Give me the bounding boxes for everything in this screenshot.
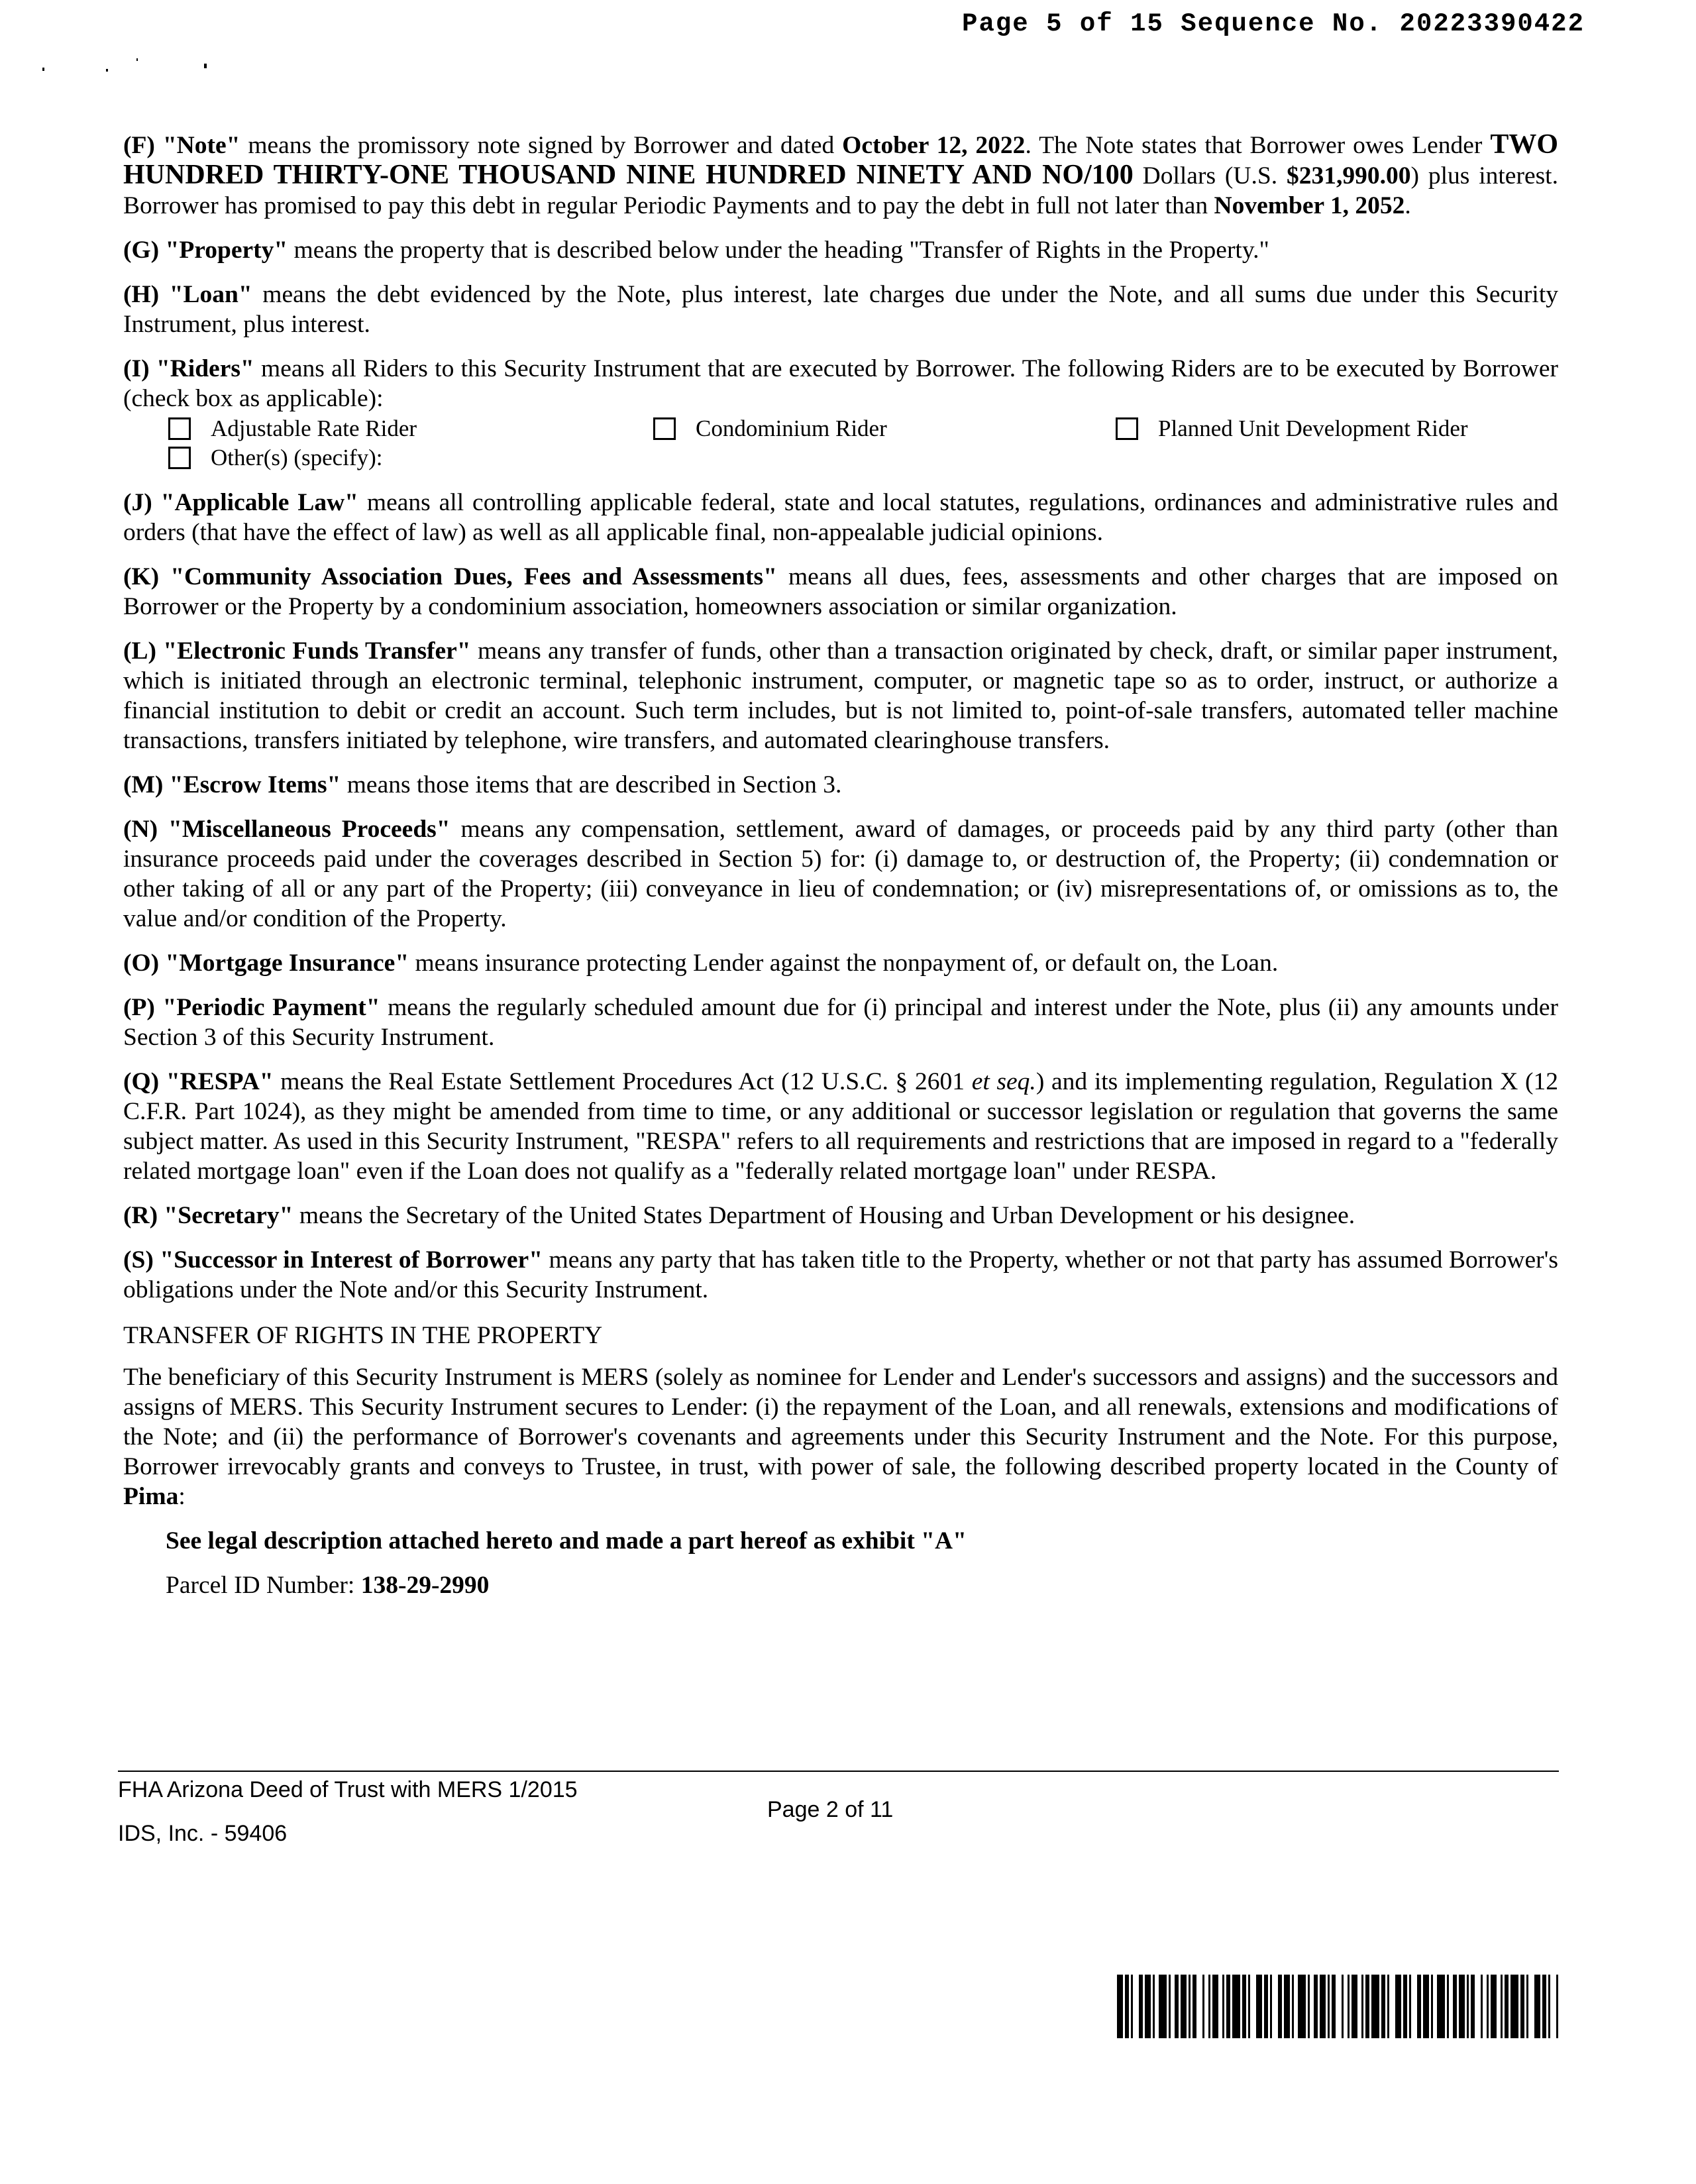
scan-specks — [37, 53, 236, 80]
checkbox-planned-unit[interactable] — [1116, 417, 1138, 440]
rider-planned-unit[interactable]: Planned Unit Development Rider — [1116, 413, 1468, 443]
parcel-id: Parcel ID Number: 138-29-2990 — [166, 1572, 490, 1599]
note-date: October 12, 2022 — [842, 132, 1026, 159]
definition-loan: (H) "Loan" means the debt evidenced by the Note, plus interest, late charges due under the Note, and all sums due under this Security Instrument, plus interest. — [123, 281, 1559, 338]
loan-amount-words: TWO HUNDRED THIRTY-ONE THOUSAND NINE HUNDRED NINETY AND NO/100 — [123, 129, 1558, 190]
loan-amount: $231,990.00 — [1286, 162, 1411, 190]
barcode — [1117, 1975, 1558, 2038]
definition-periodic-payment: (P) "Periodic Payment" means the regularly scheduled amount due for (i) principal and interest under the Note, plus (ii) any amounts under Section 3 of this Security Instrument. — [123, 994, 1559, 1051]
footer-divider — [118, 1771, 1559, 1772]
checkbox-condominium[interactable] — [653, 417, 676, 440]
definition-escrow-items: (M) "Escrow Items" means those items that are described in Section 3. — [123, 771, 842, 798]
footer-form-name: FHA Arizona Deed of Trust with MERS 1/2015 — [118, 1777, 578, 1802]
rider-condominium[interactable]: Condominium Rider — [653, 413, 887, 443]
maturity-date: November 1, 2052 — [1214, 192, 1405, 219]
sequence-header: Page 5 of 15 Sequence No. 20223390422 — [962, 9, 1585, 38]
definition-note: (F) "Note" means the promissory note signed by Borrower and dated October 12, 2022. The Note states that Borrower owes Lender TWO HUNDRED THIRTY-ONE THOUSAND NINE HUNDRED NINETY AND NO/100 Dollars (U.S. $231,990.00) plus interest. Borrower has promised to pay this debt in regular Periodic Payments and to pay the debt in full not later than November 1, 2052. — [123, 129, 1558, 219]
definition-community-dues: (K) "Community Association Dues, Fees and Assessments" means all dues, fees, assessments and other charges that are imposed on Borrower or the Property by a condominium association, homeowners association or similar organization. — [123, 563, 1558, 620]
checkbox-adjustable-rate[interactable] — [168, 417, 191, 440]
legal-description: See legal description attached hereto and made a part hereof as exhibit "A" — [166, 1527, 967, 1555]
rider-other[interactable]: Other(s) (specify): — [168, 443, 382, 472]
section-heading-transfer: TRANSFER OF RIGHTS IN THE PROPERTY — [123, 1322, 603, 1349]
transfer-paragraph: The beneficiary of this Security Instrument is MERS (solely as nominee for Lender and Lender's successors and assigns) and the successors and assigns of MERS. This Security Instrument secures to Lender: (i) the repayment of the Loan, and all renewals, extensions and modifications of the Note; and (ii) the performance of Borrower's covenants and agreements under this Security Instrument and the Note. For this purpose, Borrower irrevocably grants and conveys to Trustee, in trust, with power of sale, the following described property located in the County of Pima: — [123, 1364, 1558, 1510]
footer-vendor: IDS, Inc. - 59406 — [118, 1821, 288, 1846]
definition-mortgage-insurance: (O) "Mortgage Insurance" means insurance protecting Lender against the nonpayment of, or default on, the Loan. — [123, 950, 1279, 977]
definition-applicable-law: (J) "Applicable Law" means all controlling applicable federal, state and local statutes, regulations, ordinances and administrative rules and orders (that have the effect of law) as well as all applicable final, non-appealable judicial opinions. — [123, 489, 1558, 546]
document-body — [123, 130, 1558, 1615]
parcel-number: 138-29-2990 — [360, 1572, 490, 1599]
term-label: (F) "Note" — [123, 132, 240, 159]
definition-property: (G) "Property" means the property that is described below under the heading "Transfer of Rights in the Property." — [123, 237, 1269, 264]
definition-electronic-funds: (L) "Electronic Funds Transfer" means any transfer of funds, other than a transaction originated by check, draft, or similar paper instrument, which is initiated through an electronic terminal, telephonic instrument, computer, or magnetic tape so as to order, instruct, or authorize a financial institution to debit or credit an account. Such term includes, but is not limited to, point-of-sale transfers, automated teller machine transactions, transfers initiated by telephone, wire transfers, and automated clearinghouse transfers. — [123, 637, 1558, 754]
checkbox-other[interactable] — [168, 447, 191, 469]
footer-page-number: Page 2 of 11 — [767, 1797, 894, 1822]
definition-successor: (S) "Successor in Interest of Borrower" means any party that has taken title to the Property, whether or not that party has assumed Borrower's obligations under the Note and/or this Security Instrument. — [123, 1246, 1558, 1303]
definition-riders: (I) "Riders" means all Riders to this Security Instrument that are executed by Borrower. The following Riders are to be executed by Borrower (check box as applicable): — [123, 355, 1558, 412]
definition-misc-proceeds: (N) "Miscellaneous Proceeds" means any compensation, settlement, award of damages, or proceeds paid by any third party (other than insurance proceeds paid under the coverages described in Section 5) for: (i) damage to, or destruction of, the Property; (ii) condemnation or other taking of all or any part of the Property; (iii) conveyance in lieu of condemnation; or (iv) misrepresentations of, or omissions as to, the value and/or condition of the Property. — [123, 816, 1559, 932]
county-name: Pima — [123, 1483, 179, 1510]
definition-respa: (Q) "RESPA" means the Real Estate Settlement Procedures Act (12 U.S.C. § 2601 et seq.) and its implementing regulation, Regulation X (12 C.F.R. Part 1024), as they might be amended from time to time, or any additional or successor legislation or regulation that governs the same subject matter. As used in this Security Instrument, "RESPA" refers to all requirements and restrictions that are imposed in regard to a "federally related mortgage loan" even if the Loan does not qualify as a "federally related mortgage loan" under RESPA. — [123, 1068, 1559, 1185]
rider-adjustable-rate[interactable]: Adjustable Rate Rider — [168, 413, 417, 443]
rider-checklist — [123, 413, 1558, 473]
definition-secretary: (R) "Secretary" means the Secretary of the United States Department of Housing and Urban Development or his designee. — [123, 1202, 1355, 1229]
